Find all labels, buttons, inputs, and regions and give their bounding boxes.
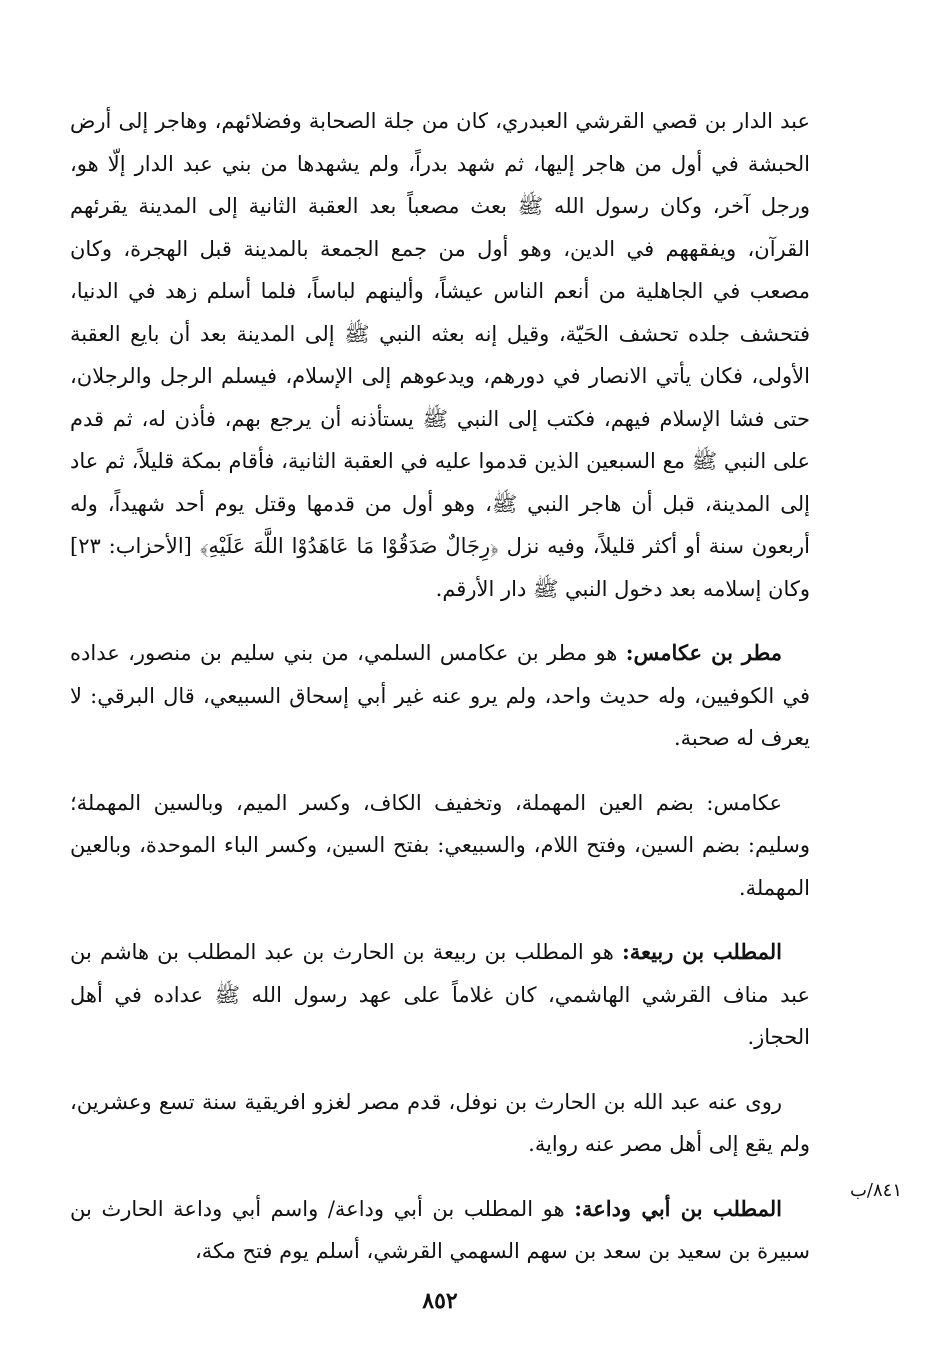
paragraph-muttalib-wadaa-entry	[70, 1188, 810, 1273]
paragraph-text: عكامس: بضم العين المهملة، وتخفيف الكاف، وكسر الميم، وبالسين المهملة؛ وسليم: بضم السين، وفتح اللام، والسبيعي: بفتح السين، وكسر الباء الموحدة، وبالعين المهملة.	[70, 790, 810, 900]
paragraph-text: هو مطر بن عكامس السلمي، من بني سليم بن منصور، عداده في الكوفيين، وله حديث واحد، ولم يرو عنه غير أبي إسحاق السبيعي، قال البرقي: لا يعرف له صحبة.	[70, 641, 810, 750]
manuscript-folio-marker: ٨٤١/ب	[849, 1180, 903, 1201]
paragraph-matar-entry	[70, 632, 810, 760]
paragraph-musab-biography	[70, 100, 810, 610]
paragraph-text: عبد الدار بن قصي القرشي العبدري، كان من جلة الصحابة وفضلائهم، وهاجر إلى أرض الحبشة في أول من هاجر إليها، ثم شهد بدراً، ولم يشهدها من بني عبد الدار إلّا هو، ورجل آخر، وكان رسول الله ﷺ بعث مصعباً بعد العقبة الثانية إلى المدينة يقرئهم القرآن، ويفقههم في الدين، وهو أول من جمع الجمعة بالمدينة قبل الهجرة، وكان مصعب في الجاهلية من أنعم الناس عيشاً، وألينهم لباساً، فلما أسلم زهد في الدنيا، فتحشف جلده تحشف الحَيّة، وقيل إنه بعثه النبي ﷺ إلى المدينة بعد أن بايع العقبة الأولى، فكان يأتي الانصار في دورهم، ويدعوهم إلى الإسلام، فيسلم الرجل والرجلان، حتى فشا الإسلام فيهم، فكتب إلى النبي ﷺ يستأذنه أن يرجع بهم، فأذن له، ثم قدم على النبي ﷺ مع السبعين الذين قدموا عليه في العقبة الثانية، فأقام بمكة قليلاً، ثم عاد إلى المدينة، قبل أن هاجر النبي ﷺ، وهو أول من قدمها وقتل يوم أحد شهيداً، وله أربعون سنة أو أكثر قليلاً، وفيه نزل ﴿رِجَالٌ صَدَقُوْا مَا عَاهَدُوْا اللَّهَ عَلَيْهِ﴾ [الأحزاب: ٢٣] وكان إسلامه بعد دخول النبي ﷺ دار الأرقم.	[70, 109, 810, 601]
entry-heading-muttalib-wadaa: المطلب بن أبي وداعة:	[574, 1195, 782, 1221]
paragraph-text: هو المطلب بن ربيعة بن الحارث بن عبد المطلب بن هاشم بن عبد مناف القرشي الهاشمي، كان غلاماً على عهد رسول الله ﷺ عداده في أهل الحجاز.	[70, 940, 810, 1049]
paragraph-text: هو المطلب بن أبي وداعة/ واسم أبي وداعة الحارث بن سبيرة بن سعيد بن سعد بن سهم السهمي القرشي، أسلم يوم فتح مكة،	[70, 1196, 810, 1263]
entry-heading-muttalib-rabia: المطلب بن ربيعة:	[621, 939, 782, 964]
paragraph-akamis-note	[70, 782, 810, 910]
main-text-column	[70, 100, 810, 1273]
page-number: ٨٥٢	[422, 1288, 458, 1314]
paragraph-muttalib-narration	[70, 1081, 810, 1166]
entry-heading-matar: مطر بن عكامس:	[625, 640, 782, 665]
paragraph-text: روى عنه عبد الله بن الحارث بن نوفل، قدم مصر لغزو افريقية سنة تسع وعشرين، ولم يقع إلى أهل مصر عنه رواية.	[70, 1089, 810, 1156]
paragraph-muttalib-rabia-entry	[70, 931, 810, 1059]
